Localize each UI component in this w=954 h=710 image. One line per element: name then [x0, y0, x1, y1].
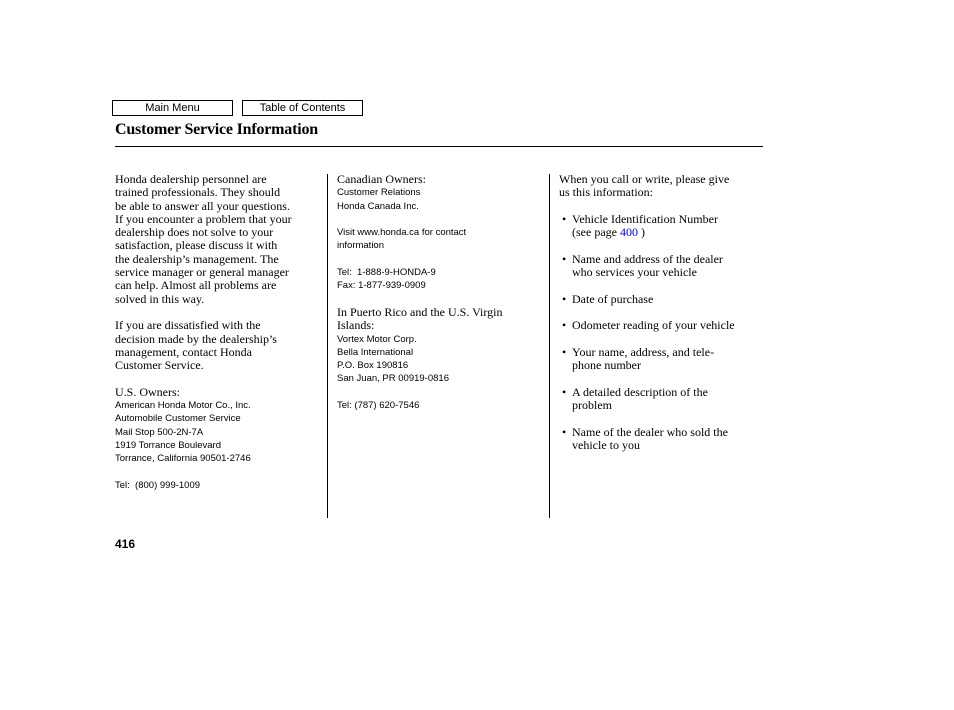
list-item-text: Your name, address, and tele-: [572, 344, 715, 359]
address-line: 1919 Torrance Boulevard: [115, 439, 221, 451]
list-item-your-name: [559, 346, 764, 373]
list-item-text: phone number: [572, 358, 641, 373]
us-telephone: Tel: (800) 999-1009: [115, 479, 201, 491]
list-item-vin: [559, 213, 764, 240]
text-line: decision made by the dealership’s: [115, 331, 277, 346]
address-line: Automobile Customer Service: [115, 413, 241, 425]
address-line: Torrance, California 90501-2746: [115, 453, 251, 465]
list-item-text: (see page 400 ): [572, 225, 645, 240]
text-line: service manager or general manager: [115, 265, 289, 280]
canada-visit-text: information: [337, 240, 384, 252]
address-line: Vortex Motor Corp.: [337, 333, 417, 345]
address-line: Customer Relations: [337, 187, 421, 199]
bullet-icon: •: [562, 424, 567, 439]
us-owners-heading: U.S. Owners:: [115, 384, 180, 399]
canadian-owners-heading: Canadian Owners:: [337, 172, 426, 186]
column-information-checklist: [559, 173, 764, 452]
text-line: management, contact Honda: [115, 344, 252, 359]
address-line: American Honda Motor Co., Inc.: [115, 400, 251, 412]
puerto-rico-heading: Islands:: [337, 318, 375, 333]
main-menu-button[interactable]: Main Menu: [112, 100, 233, 116]
list-item-text: problem: [572, 398, 612, 413]
bullet-icon: •: [562, 211, 567, 226]
title-divider: [115, 146, 763, 147]
list-item-text: vehicle to you: [572, 437, 640, 452]
canada-telephone: Tel: 1-888-9-HONDA-9: [337, 267, 436, 279]
us-address: [115, 399, 321, 465]
column-dealership-info: [115, 173, 321, 492]
address-line: San Juan, PR 00919-0816: [337, 373, 449, 385]
text-line: satisfaction, please discuss it with: [115, 238, 278, 253]
column-divider-1: [327, 174, 328, 518]
address-line: Honda Canada Inc.: [337, 200, 419, 212]
list-item-date-of-purchase: [559, 293, 764, 306]
text-line: be able to answer all your questions.: [115, 198, 290, 213]
bullet-icon: •: [562, 318, 567, 333]
canada-visit-text: Visit www.honda.ca for contact: [337, 227, 467, 239]
page-number: 416: [115, 537, 136, 551]
bullet-icon: •: [562, 384, 567, 399]
address-line: P.O. Box 190816: [337, 360, 409, 372]
list-item-dealer-address: [559, 253, 764, 280]
puerto-rico-telephone: Tel: (787) 620-7546: [337, 400, 420, 412]
list-item-dealer-sold: [559, 426, 764, 453]
text-line: If you are dissatisfied with the: [115, 318, 261, 333]
text-line: If you encounter a problem that your: [115, 211, 292, 226]
puerto-rico-heading: In Puerto Rico and the U.S. Virgin: [337, 304, 503, 319]
address-line: Mail Stop 500-2N-7A: [115, 426, 204, 438]
intro-text: us this information:: [559, 185, 653, 200]
bullet-icon: •: [562, 251, 567, 266]
canada-fax: Fax: 1-877-939-0909: [337, 280, 426, 292]
text-line: Customer Service.: [115, 358, 204, 373]
column-contact-addresses: [337, 173, 542, 412]
text-line: dealership does not solve to your: [115, 225, 274, 240]
text-line: Honda dealership personnel are: [115, 172, 267, 186]
list-item-text: who services your vehicle: [572, 265, 697, 280]
page-title: Customer Service Information: [115, 121, 318, 138]
address-line: Bella International: [337, 346, 414, 358]
text-line: solved in this way.: [115, 291, 205, 306]
bullet-icon: •: [562, 291, 567, 306]
list-item-text: Vehicle Identification Number: [572, 211, 718, 226]
paragraph-dissatisfied: [115, 319, 321, 372]
list-item-text: Odometer reading of your vehicle: [572, 318, 735, 333]
bullet-icon: •: [562, 344, 567, 359]
intro-text: When you call or write, please give: [559, 172, 730, 186]
text-line: trained professionals. They should: [115, 185, 281, 200]
list-item-text: Date of purchase: [572, 291, 654, 306]
list-item-text: Name and address of the dealer: [572, 251, 723, 266]
list-item-description: [559, 386, 764, 413]
paragraph-dealership-personnel: [115, 173, 321, 306]
list-item-text: A detailed description of the: [572, 384, 708, 399]
table-of-contents-button[interactable]: Table of Contents: [242, 100, 363, 116]
list-item-odometer: [559, 319, 764, 332]
column-divider-2: [549, 174, 550, 518]
text-line: can help. Almost all problems are: [115, 278, 277, 293]
text-line: the dealership’s management. The: [115, 251, 279, 266]
page-400-link[interactable]: 400: [619, 225, 638, 240]
list-item-text: Name of the dealer who sold the: [572, 424, 728, 439]
